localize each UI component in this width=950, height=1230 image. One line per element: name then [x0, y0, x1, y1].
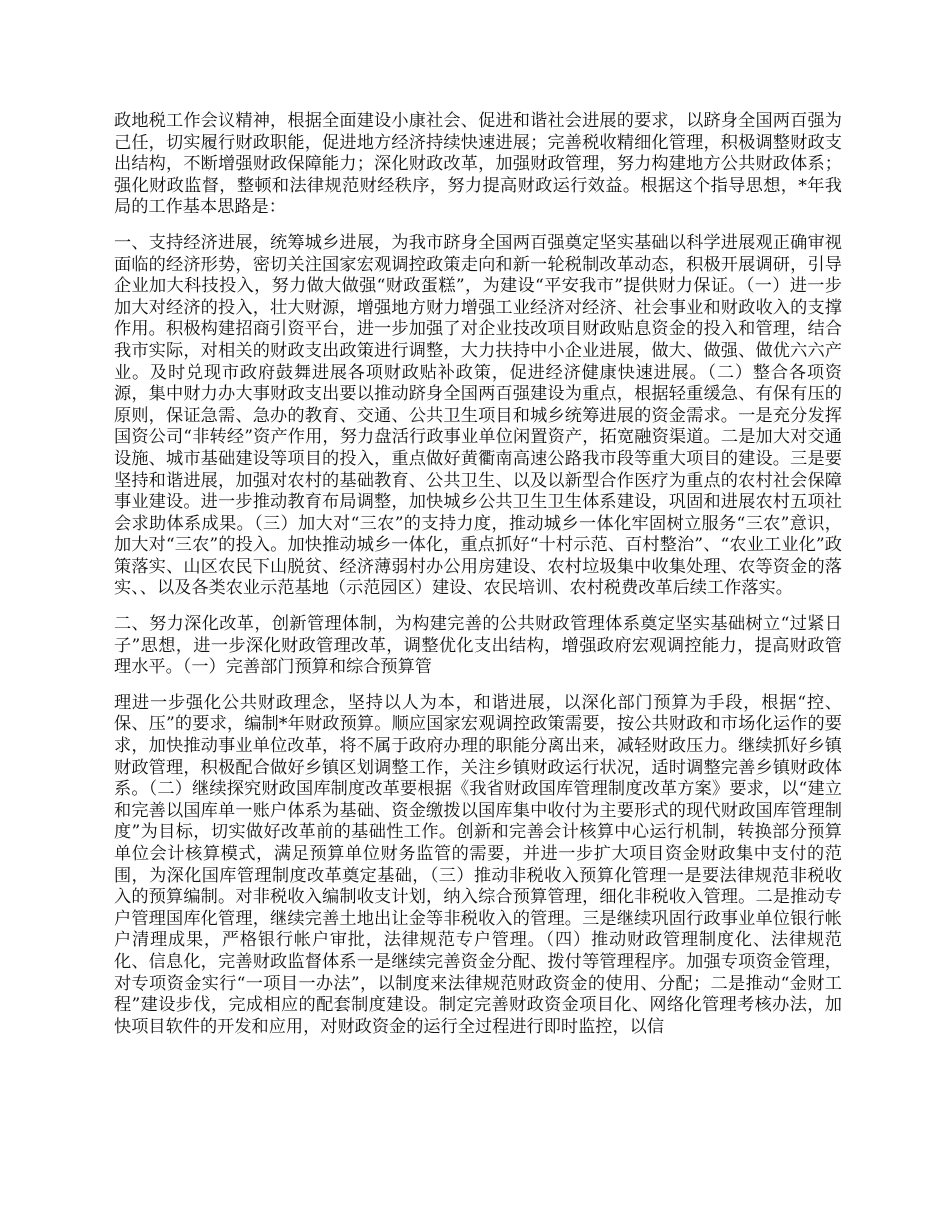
paragraph-section-two-continued: 理进一步强化公共财政理念，坚持以人为本，和谐进展，以深化部门预算为手段，根据“控、保、压”的要求，编制*年财政预算。顺应国家宏观调控政策需要，按公共财政和市场化运作的要求，加快推动事业单位改革，将不属于政府办理的职能分离出来，减轻财政压力。继续抓好乡镇财政管理，积极配合做好乡镇区划调整工作，关注乡镇财政运行状况，适时调整完善乡镇财政体系。（二）继续探究财政国库制度改革要根据《我省财政国库管理制度改革方案》要求，以“建立和完善以国库单一账户体系为基础、资金缴拨以国库集中收付为主要形式的现代财政国库管理制度”为目标，切实做好改革前的基础性工作。创新和完善会计核算中心运行机制，转换部分预算单位会计核算模式，满足预算单位财务监管的需要，并进一步扩大项目资金财政集中支付的范围，为深化国库管理制度改革奠定基础，（三）推动非税收入预算化管理一是要法律规范非税收入的预算编制。对非税收入编制收支计划，纳入综合预算管理，细化非税收入管理。二是推动专户管理国库化管理，继续完善土地出让金等非税收入的管理。三是继续巩固行政事业单位银行帐户清理成果，严格银行帐户审批，法律规范专户管理。（四）推动财政管理制度化、法律规范化、信息化，完善财政监督体系一是继续完善资金分配、拨付等管理程序。加强专项资金管理，对专项资金实行“一项目一办法”，以制度来法律规范财政资金的使用、分配；二是推动“金财工程”建设步伐，完成相应的配套制度建设。制定完善财政资金项目化、网络化管理考核办法，加快项目软件的开发和应用，对财政资金的运行全过程进行即时监控，以信 — [114, 692, 842, 1037]
document-body — [114, 111, 842, 1038]
paragraph-intro: 政地税工作会议精神，根据全面建设小康社会、促进和谐社会进展的要求，以跻身全国两百强为己任，切实履行财政职能，促进地方经济持续快速进展；完善税收精细化管理，积极调整财政支出结构，不断增强财政保障能力；深化财政改革，加强财政管理，努力构建地方公共财政体系；强化财政监督，整顿和法律规范财经秩序，努力提高财政运行效益。根据这个指导思想，*年我局的工作基本思路是： — [114, 111, 842, 218]
paragraph-section-two: 二、努力深化改革，创新管理体制，为构建完善的公共财政管理体系奠定坚实基础树立“过紧日子”思想，进一步深化财政管理改革，调整优化支出结构，增强政府宏观调控能力，提高财政管理水平。（一）完善部门预算和综合预算管 — [114, 614, 842, 678]
paragraph-section-one: 一、支持经济进展，统筹城乡进展，为我市跻身全国两百强奠定坚实基础以科学进展观正确审视面临的经济形势，密切关注国家宏观调控政策走向和新一轮税制改革动态，积极开展调研，引导企业加大科技投入，努力做大做强“财政蛋糕”，为建设“平安我市”提供财力保证。（一）进一步加大对经济的投入，壮大财源，增强地方财力增强工业经济对经济、社会事业和财政收入的支撑作用。积极构建招商引资平台，进一步加强了对企业技改项目财政贴息资金的投入和管理，结合我市实际，对相关的财政支出政策进行调整，大力扶持中小企业进展，做大、做强、做优六六产业。及时兑现市政府鼓舞进展各项财政贴补政策，促进经济健康快速进展。（二）整合各项资源，集中财力办大事财政支出要以推动跻身全国两百强建设为重点，根据轻重缓急、有保有压的原则，保证急需、急办的教育、交通、公共卫生项目和城乡统筹进展的资金需求。一是充分发挥国资公司“非转经”资产作用，努力盘活行政事业单位闲置资产，拓宽融资渠道。二是加大对交通设施、城市基础建设等项目的投入，重点做好黄衢南高速公路我市段等重大项目的建设。三是要坚持和谐进展，加强对农村的基础教育、公共卫生、以及以新型合作医疗为重点的农村社会保障事业建设。进一步推动教育布局调整，加快城乡公共卫生卫生体系建设，巩固和进展农村五项社会求助体系成果。（三）加大对“三农”的支持力度，推动城乡一体化牢固树立服务“三农”意识，加大对“三农”的投入。加快推动城乡一体化，重点抓好“十村示范、百村整治”、“农业工业化”政策落实、山区农民下山脱贫、经济薄弱村办公用房建设、农村垃圾集中收集处理、农等资金的落实、、以及各类农业示范基地（示范园区）建设、农民培训、农村税费改革后续工作落实。 — [114, 232, 842, 599]
